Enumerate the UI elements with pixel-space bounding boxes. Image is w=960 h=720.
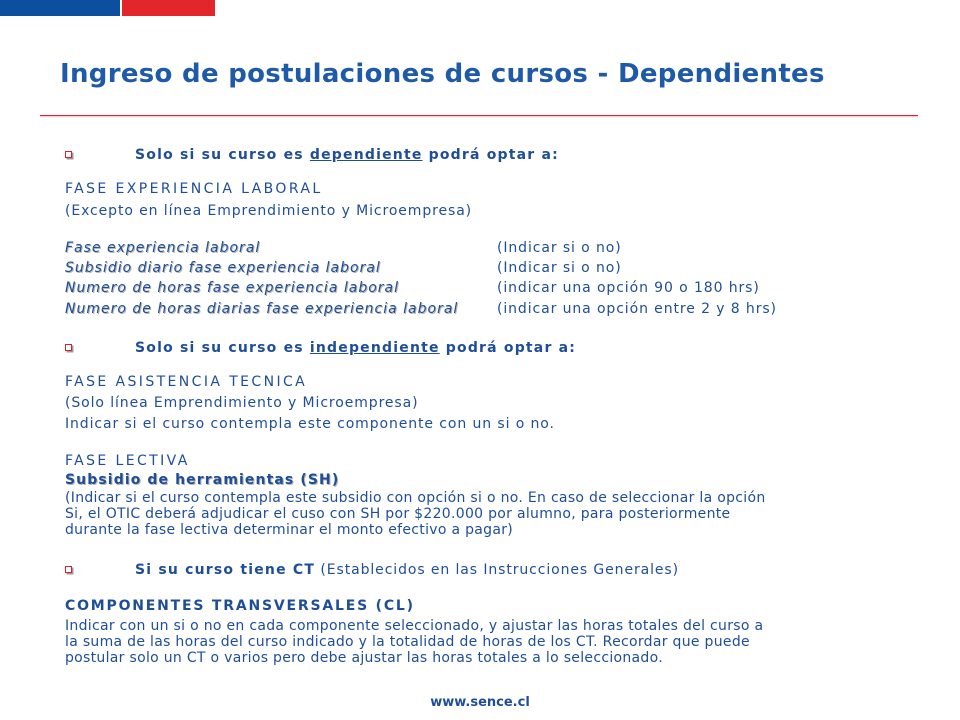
bullet-prefix: Solo si su curso es [135, 340, 310, 356]
slide-title: Ingreso de postulaciones de cursos - Dependientes [60, 59, 825, 89]
field-hint: (indicar una opción 90 o 180 hrs) [497, 280, 760, 296]
bullet-emphasis: dependiente [309, 147, 423, 163]
bullet-emphasis: Si su curso tiene CT [135, 562, 316, 578]
subsidy-label: Subsidio de herramientas (SH) [65, 472, 340, 488]
field-label: Numero de horas fase experiencia laboral [65, 280, 399, 296]
field-hint: (Indicar si o no) [497, 240, 622, 256]
bullet-ct-text [135, 561, 679, 579]
ct-line: la suma de las horas del curso indicado y la totalidad de horas de los CT. Recordar que puede [65, 634, 750, 650]
ct-description [65, 618, 763, 666]
heading-experiencia-laboral: FASE EXPERIENCIA LABORAL [65, 181, 323, 197]
bullet-independiente-text [135, 339, 576, 357]
field-label: Fase experiencia laboral [65, 240, 261, 256]
field-label: Subsidio diario fase experiencia laboral [65, 260, 381, 276]
bullet-prefix: Solo si su curso es [135, 147, 310, 163]
field-label: Numero de horas diarias fase experiencia laboral [65, 301, 459, 317]
field-hint: (Indicar si o no) [497, 260, 622, 276]
heading-asistencia-tecnica: FASE ASISTENCIA TECNICA [65, 374, 308, 390]
brand-bar-blue [0, 0, 120, 16]
bullet-suffix: (Establecidos en las Instrucciones Generales) [315, 562, 679, 578]
subsidy-line: (Indicar si el curso contempla este subsidio con opción si o no. En caso de seleccionar la opción [65, 490, 766, 506]
subsidy-description [65, 490, 766, 538]
field-hint: (indicar una opción entre 2 y 8 hrs) [497, 301, 777, 317]
title-divider [40, 115, 918, 116]
ct-line: postular solo un CT o varios pero debe ajustar las horas totales a lo seleccionado. [65, 650, 663, 666]
note-asistencia-tecnica: (Solo línea Emprendimiento y Microempresa) [65, 395, 419, 411]
bullet-dependiente-text [135, 146, 559, 164]
footer-website: www.sence.cl [430, 695, 530, 710]
bullet-suffix: podrá optar a: [422, 147, 559, 163]
bullet-suffix: podrá optar a: [439, 340, 577, 356]
square-bullet-icon [65, 151, 72, 158]
heading-componentes-transversales: COMPONENTES TRANSVERSALES (CL) [65, 598, 415, 614]
subsidy-line: durante la fase lectiva determinar el monto efectivo a pagar) [65, 522, 514, 538]
ct-line: Indicar con un si o no en cada componente seleccionado, y ajustar las horas totales del curso a [65, 618, 764, 634]
note-experiencia-laboral: (Excepto en línea Emprendimiento y Microempresa) [65, 203, 473, 219]
bullet-emphasis: independiente [309, 340, 440, 356]
subsidy-line: Si, el OTIC deberá adjudicar el cuso con SH por $220.000 por alumno, para posteriormente [65, 506, 731, 522]
square-bullet-icon [65, 566, 72, 573]
instruction-asistencia-tecnica: Indicar si el curso contempla este componente con un si o no. [65, 416, 555, 432]
heading-fase-lectiva: FASE LECTIVA [65, 453, 190, 469]
brand-bar-red [122, 0, 215, 16]
square-bullet-icon [65, 344, 72, 351]
